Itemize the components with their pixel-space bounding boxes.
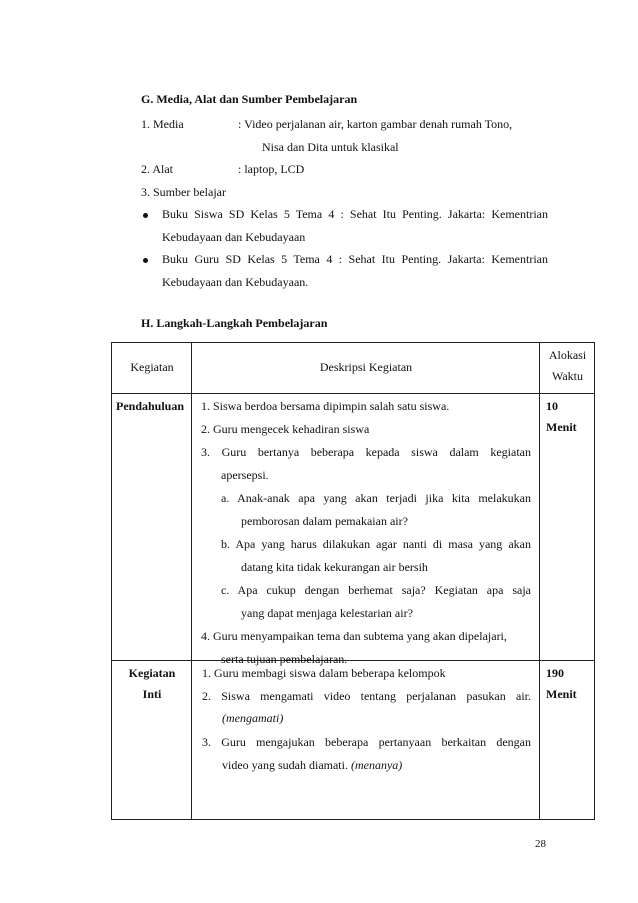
- inti-item-1: 1. Guru membagi siswa dalam beberapa kelompok: [202, 666, 446, 680]
- bullet-icon: [143, 258, 148, 263]
- alat-value: : laptop, LCD: [238, 162, 305, 176]
- pendahuluan-item-3-cont: apersepsi.: [221, 468, 269, 482]
- book-guru-line1: Buku Guru SD Kelas 5 Tema 4 : Sehat Itu Penting. Jakarta: Kementrian: [162, 252, 548, 266]
- table-header-row: [112, 343, 595, 394]
- inti-item-2-note: (mengamati): [222, 711, 284, 725]
- page-number: 28: [535, 838, 546, 850]
- inti-item-3: 3. Guru mengajukan beberapa pertanyaan berkaitan dengan: [202, 735, 531, 749]
- bullet-icon: [143, 213, 148, 218]
- section-h-heading: H. Langkah-Langkah Pembelajaran: [141, 316, 328, 330]
- media-label: 1. Media: [141, 117, 184, 131]
- pendahuluan-item-1: 1. Siswa berdoa bersama dipimpin salah satu siswa.: [201, 399, 450, 413]
- inti-time-unit: Menit: [546, 687, 577, 701]
- inti-item-3-cont: [222, 758, 402, 773]
- pendahuluan-time-value: 10: [546, 399, 558, 413]
- table-row-inti: [112, 661, 595, 820]
- book-siswa-line2: Kebudayaan dan Kebudayaan: [162, 230, 306, 244]
- table-row-pendahuluan: [112, 394, 595, 661]
- pendahuluan-time-cell: [540, 394, 595, 661]
- pendahuluan-item-4-cont: serta tujuan pembelajaran.: [221, 652, 348, 666]
- book-siswa-line1: Buku Siswa SD Kelas 5 Tema 4 : Sehat Itu Penting. Jakarta: Kementrian: [162, 207, 548, 221]
- pendahuluan-desc-cell: [192, 394, 540, 666]
- pendahuluan-label-cell: [112, 394, 192, 661]
- inti-time-cell: [540, 661, 595, 820]
- inti-item-3-text: video yang sudah diamati.: [222, 758, 348, 772]
- header-waktu: Waktu: [551, 369, 584, 383]
- inti-time-value: 190: [546, 666, 564, 680]
- inti-label-2: Inti: [142, 687, 162, 701]
- pendahuluan-sub-b: b. Apa yang harus dilakukan agar nanti di masa yang akan: [221, 537, 531, 551]
- pendahuluan-time-unit: Menit: [546, 420, 577, 434]
- pendahuluan-sub-b-cont: datang kita tidak kekurangan air bersih: [241, 560, 428, 574]
- pendahuluan-sub-c: c. Apa cukup dengan berhemat saja? Kegiatan apa saja: [221, 583, 531, 597]
- media-value-line2: Nisa dan Dita untuk klasikal: [262, 140, 399, 154]
- section-g-heading: G. Media, Alat dan Sumber Pembelajaran: [141, 92, 358, 106]
- inti-label-1: Kegiatan: [128, 666, 176, 680]
- inti-desc-cell: [192, 661, 540, 820]
- header-alokasi: Alokasi: [548, 348, 587, 362]
- pendahuluan-item-3: 3. Guru bertanya beberapa kepada siswa dalam kegiatan: [201, 445, 531, 459]
- header-kegiatan: Kegiatan: [130, 360, 174, 374]
- inti-item-3-note: (menanya): [350, 758, 403, 772]
- pendahuluan-sub-a: a. Anak-anak apa yang akan terjadi jika kita melakukan: [221, 491, 531, 505]
- sumber-label: 3. Sumber belajar: [141, 185, 226, 199]
- header-deskripsi: Deskripsi Kegiatan: [319, 360, 413, 374]
- inti-label-cell: [112, 661, 192, 820]
- learning-steps-table: [111, 342, 595, 820]
- header-kegiatan-cell: [112, 343, 192, 394]
- media-value-line1: : Video perjalanan air, karton gambar denah rumah Tono,: [238, 117, 513, 131]
- header-alokasi-cell: [540, 343, 595, 394]
- pendahuluan-sub-a-cont: pemborosan dalam pemakaian air?: [241, 514, 408, 528]
- book-guru-line2: Kebudayaan dan Kebudayaan.: [162, 275, 309, 289]
- inti-item-2: 2. Siswa mengamati video tentang perjalanan pasukan air.: [202, 689, 531, 703]
- pendahuluan-label: Pendahuluan: [116, 399, 185, 413]
- alat-label: 2. Alat: [141, 162, 173, 176]
- pendahuluan-item-2: 2. Guru mengecek kehadiran siswa: [201, 422, 370, 436]
- pendahuluan-item-4: 4. Guru menyampaikan tema dan subtema yang akan dipelajari,: [201, 629, 507, 643]
- header-deskripsi-cell: [192, 343, 540, 394]
- pendahuluan-sub-c-cont: yang dapat menjaga kelestarian air?: [241, 606, 413, 620]
